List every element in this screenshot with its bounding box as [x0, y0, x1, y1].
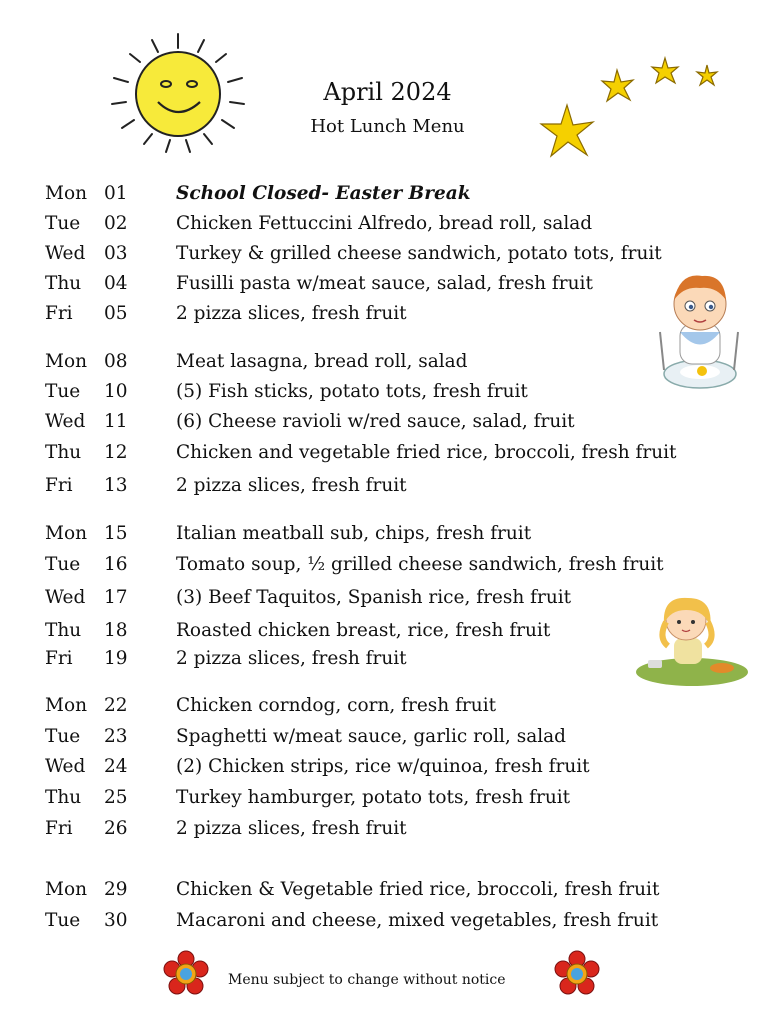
- menu-date: 29: [104, 879, 128, 900]
- menu-meal: Fusilli pasta w/meat sauce, salad, fresh fruit: [176, 273, 593, 294]
- menu-day: Wed: [45, 587, 86, 608]
- menu-meal: 2 pizza slices, fresh fruit: [176, 648, 407, 669]
- menu-day: Thu: [45, 442, 82, 463]
- menu-date: 08: [104, 351, 128, 372]
- menu-meal: Turkey hamburger, potato tots, fresh fruit: [176, 787, 571, 808]
- menu-date: 18: [104, 620, 128, 641]
- flower-icon: [553, 950, 601, 998]
- menu-day: Tue: [45, 910, 81, 931]
- menu-meal: Roasted chicken breast, rice, fresh fruit: [176, 620, 551, 641]
- menu-day: Mon: [45, 879, 87, 900]
- flower-icon: [162, 950, 210, 998]
- menu-day: Thu: [45, 273, 82, 294]
- menu-meal: Italian meatball sub, chips, fresh fruit: [176, 523, 532, 544]
- menu-meal: Turkey & grilled cheese sandwich, potato tots, fruit: [176, 243, 662, 264]
- menu-meal: Spaghetti w/meat sauce, garlic roll, salad: [176, 726, 567, 747]
- menu-date: 10: [104, 381, 128, 402]
- menu-day: Fri: [45, 475, 73, 496]
- menu-day: Wed: [45, 243, 86, 264]
- menu-meal: (5) Fish sticks, potato tots, fresh fruit: [176, 381, 528, 402]
- menu-date: 12: [104, 442, 128, 463]
- menu-day: Thu: [45, 620, 82, 641]
- menu-day: Thu: [45, 787, 82, 808]
- menu-day: Tue: [45, 726, 81, 747]
- menu-meal: Macaroni and cheese, mixed vegetables, fresh fruit: [176, 910, 659, 931]
- page-subtitle: Hot Lunch Menu: [310, 116, 465, 137]
- menu-day: Mon: [45, 183, 87, 204]
- menu-day: Mon: [45, 523, 87, 544]
- menu-date: 13: [104, 475, 128, 496]
- menu-meal: (3) Beef Taquitos, Spanish rice, fresh fruit: [176, 587, 572, 608]
- menu-day: Fri: [45, 303, 73, 324]
- menu-meal: Chicken & Vegetable fried rice, broccoli, fresh fruit: [176, 879, 660, 900]
- menu-day: Fri: [45, 818, 73, 839]
- menu-day: Tue: [45, 381, 81, 402]
- menu-meal: 2 pizza slices, fresh fruit: [176, 818, 407, 839]
- menu-meal: Chicken corndog, corn, fresh fruit: [176, 695, 497, 716]
- menu-date: 03: [104, 243, 128, 264]
- menu-date: 04: [104, 273, 128, 294]
- boy-eating-icon: [650, 262, 745, 397]
- menu-day: Mon: [45, 351, 87, 372]
- menu-day: Wed: [45, 411, 86, 432]
- menu-date: 15: [104, 523, 128, 544]
- menu-date: 19: [104, 648, 128, 669]
- menu-date: 23: [104, 726, 128, 747]
- page-title: April 2024: [323, 78, 452, 106]
- stars-icon: [535, 50, 735, 165]
- menu-meal: School Closed- Easter Break: [176, 183, 471, 204]
- menu-date: 25: [104, 787, 128, 808]
- footer-note: Menu subject to change without notice: [228, 972, 506, 988]
- menu-meal: (2) Chicken strips, rice w/quinoa, fresh fruit: [176, 756, 590, 777]
- menu-day: Fri: [45, 648, 73, 669]
- menu-day: Tue: [45, 213, 81, 234]
- menu-date: 24: [104, 756, 128, 777]
- menu-date: 17: [104, 587, 128, 608]
- menu-date: 22: [104, 695, 128, 716]
- menu-day: Tue: [45, 554, 81, 575]
- menu-meal: 2 pizza slices, fresh fruit: [176, 303, 407, 324]
- girl-eating-icon: [628, 588, 758, 693]
- menu-date: 11: [104, 411, 128, 432]
- menu-date: 05: [104, 303, 128, 324]
- menu-meal: Chicken and vegetable fried rice, broccoli, fresh fruit: [176, 442, 677, 463]
- menu-date: 02: [104, 213, 128, 234]
- menu-date: 01: [104, 183, 128, 204]
- menu-meal: Chicken Fettuccini Alfredo, bread roll, salad: [176, 213, 593, 234]
- menu-day: Mon: [45, 695, 87, 716]
- menu-day: Wed: [45, 756, 86, 777]
- menu-meal: 2 pizza slices, fresh fruit: [176, 475, 407, 496]
- menu-meal: Meat lasagna, bread roll, salad: [176, 351, 468, 372]
- menu-date: 16: [104, 554, 128, 575]
- menu-date: 26: [104, 818, 128, 839]
- menu-meal: (6) Cheese ravioli w/red sauce, salad, fruit: [176, 411, 575, 432]
- menu-meal: Tomato soup, ½ grilled cheese sandwich, fresh fruit: [176, 554, 664, 575]
- menu-date: 30: [104, 910, 128, 931]
